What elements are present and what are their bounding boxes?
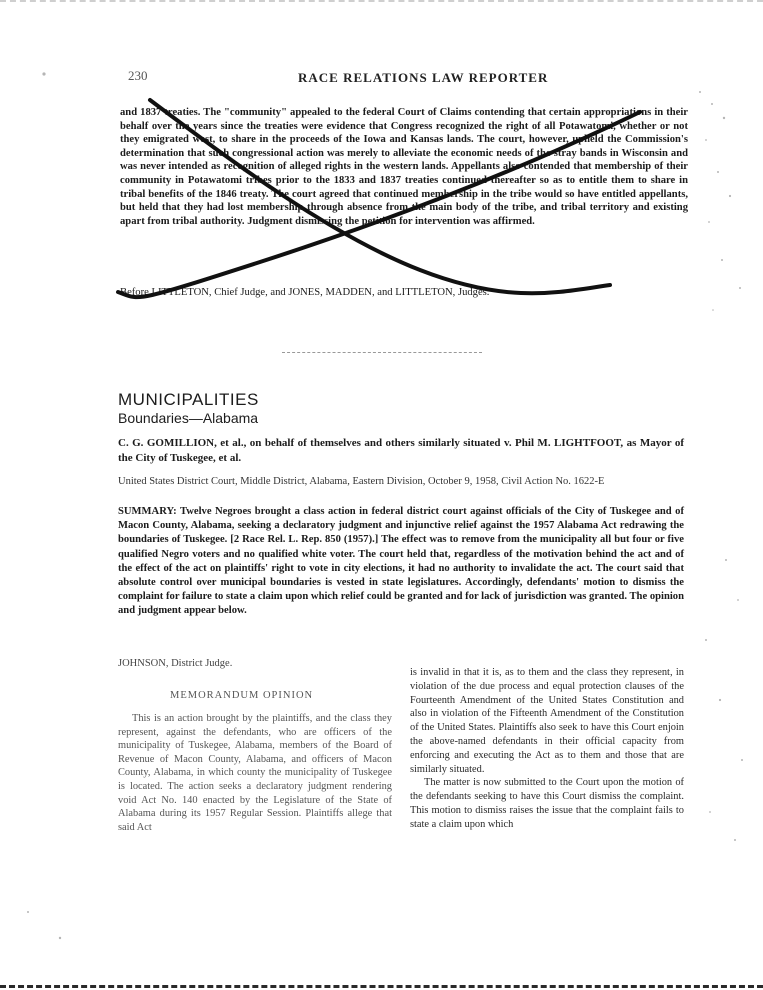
opinion-heading: MEMORANDUM OPINION [170,690,314,701]
opinion-paragraph: This is an action brought by the plaintiffs, and the class they represent, against the defendants, who are officers of the municipality of Tuskegee, Alabama, members of the Board of Revenue of Macon County, Alabama, and officers of Macon County, Alabama, in which county the municipality of Tuskegee is located. The action seeks a declaratory judgment rendering void Act No. 140 enacted by the Legislature of the State of Alabama during its 1957 Regular Session. Plaintiffs allege that said Act [118,713,392,833]
court-citation: United States District Court, Middle District, Alabama, Eastern Division, October 9, 1958, Civil Action No. 1622-E [118,476,605,487]
opinion-paragraph: is invalid in that it is, as to them and the class they represent, in violation of the due process and equal protection clauses of the Fourteenth Amendment of the United States Constitution and also in violation of the Fifteenth Amendment of the Constitution of the United States. Plaintiffs also seek to have this Court enjoin the above-named defendants in their official capacity from enforcing and executing the Act as to them and those that are similarly situated. [410,667,684,775]
previous-case-judges: Before LITTLETON, Chief Judge, and JONES, MADDEN, and LITTLETON, Judges. [120,287,490,298]
scan-bottom-edge [0,981,763,988]
previous-case-summary: and 1837 treaties. The "community" appealed to the federal Court of Claims contending that certain appropriations in their behalf over the years since the treaties were evidence that Congress recognized the right of all Potawatomi, whether or not they emigrated west, to share in the proceeds of the Iowa and Kansas lands. The court, however, upheld the Commission's determination that such congressional action was merely to alleviate the economic needs of the stray bands in Wisconsin and was never intended as recognition of alleged rights in the western lands. Appellants also contended that membership of their community in Potawatomi tribes prior to the 1833 and 1837 treaties continued thereafter so as to entitle them to share in tribal benefits of the 1846 treaty. The court agreed that continued membership in the tribe would so have entitled appellants, but held that they had lost membership through absence from the main body of the tribe, and tribal territory and existing apart from tribal authority. Judgment dismissing the petition for intervention was affirmed. [120,107,688,227]
judge-line: JOHNSON, District Judge. [118,658,233,669]
opinion-paragraph: The matter is now submitted to the Court upon the motion of the defendants seeking to have this Court dismiss the complaint. This motion to dismiss raises the issue that the complaint fails to state a claim upon which [410,777,684,830]
subsection-title: Boundaries—Alabama [118,410,259,426]
case-summary: SUMMARY: Twelve Negroes brought a class action in federal district court against officials of the City of Tuskegee and of Macon County, Alabama, seeking a declaratory judgment and injunctive relief against the 1957 Alabama Act redrawing the boundaries of Tuskegee. [2 Race Rel. L. Rep. 850 (1957).] The effect was to remove from the municipality all but four or five qualified Negro voters and no qualified white voter. The court held that, regardless of the motivation behind the act and of the effect of the act on plaintiffs' right to vote in city elections, it had no authority to invalidate the act. The court said that absolute control over municipal boundaries is vested in state legislatures. Accordingly, defendants' motion to dismiss the complaint for failure to state a claim upon which relief could be granted and for lack of jurisdiction was granted. The opinion and judgment appear below. [118,506,684,617]
section-title: MUNICIPALITIES [118,390,259,409]
page-number: 230 [128,68,148,83]
case-caption: C. G. GOMILLION, et al., on behalf of themselves and others similarly situated v. Phil M. LIGHTFOOT, as Mayor of the City of Tuskegee, et al. [118,437,684,464]
running-head: RACE RELATIONS LAW REPORTER [298,70,549,85]
